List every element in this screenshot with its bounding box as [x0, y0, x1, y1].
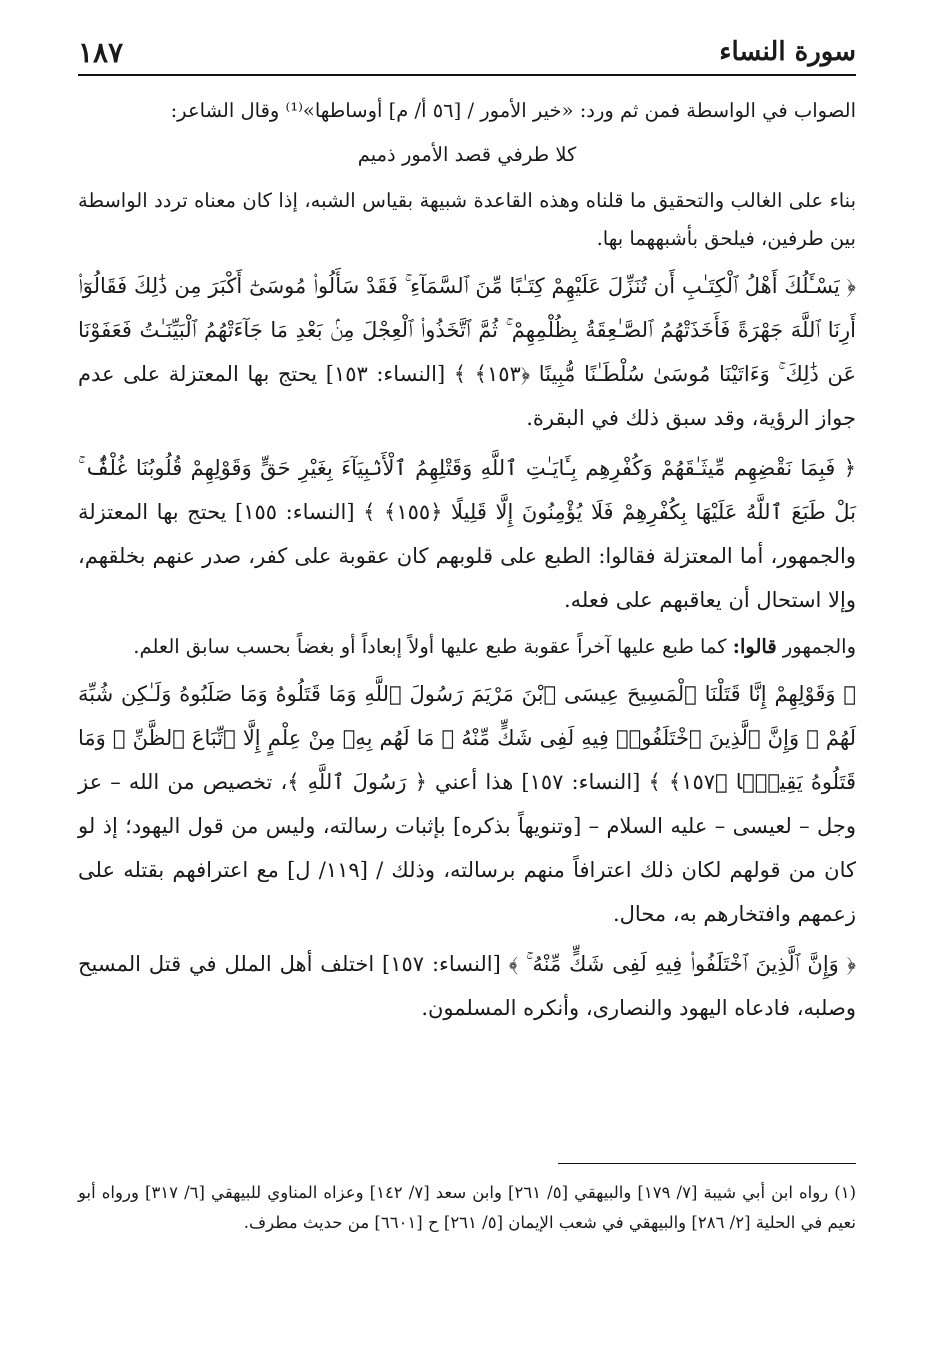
verse-paragraph-155: ﴿ فَبِمَا نَقْضِهِم مِّيثَـٰقَهُمْ وَكُفْرِهِم بِـَٔايَـٰتِ ٱللَّهِ وَقَتْلِهِمُ ٱلْأَنۢبِيَآءَ بِغَيْرِ حَقٍّ وَقَوْلِهِمْ قُلُوبُنَا غُلْفٌۢ ۚ بَلْ طَبَعَ ٱللَّهُ عَلَيْهَا بِكُفْرِهِمْ فَلَا يُؤْمِنُونَ إِلَّا قَلِيلًا ﴿١٥٥﴾ ﴾ [النساء: ١٥٥] يحتج بها المعتزلة والجمهور، أما المعتزلة فقالوا: الطبع على قلوبهم كان عقوبة على كفر، صدر عنهم بخلقهم، وإلا استحال أن يعاقبهم على فعله.: [78, 456, 856, 612]
page-number: ١٨٧: [78, 35, 124, 69]
verse-paragraph-153: ﴿ يَسْـَٔلُكَ أَهْلُ ٱلْكِتَـٰبِ أَن تُنَزِّلَ عَلَيْهِمْ كِتَـٰبًا مِّنَ ٱلسَّمَآءِ ۚ فَقَدْ سَأَلُوا۟ مُوسَىٰٓ أَكْبَرَ مِن ذَٰلِكَ فَقَالُوٓا۟ أَرِنَا ٱللَّهَ جَهْرَةً فَأَخَذَتْهُمُ ٱلصَّـٰعِقَةُ بِظُلْمِهِمْ ۚ ثُمَّ ٱتَّخَذُوا۟ ٱلْعِجْلَ مِنۢ بَعْدِ مَا جَآءَتْهُمُ ٱلْبَيِّنَـٰتُ فَعَفَوْنَا عَن ذَٰلِكَ ۚ وَءَاتَيْنَا مُوسَىٰ سُلْطَـٰنًا مُّبِينًا ﴿١٥٣﴾ ﴾ [النساء: ١٥٣] يحتج بها المعتزلة على عدم جواز الرؤية، وقد سبق ذلك في البقرة.: [78, 274, 857, 430]
main-text: [78, 92, 856, 1036]
paragraph-jumhur: والجمهور قالوا: كما طبع عليها آخراً عقوبة طبع عليها أولاً إبعاداً أو بغضاً بحسب سابق العلم.: [133, 635, 856, 658]
poetry-line: كلا طرفي قصد الأمور ذميم: [357, 143, 577, 166]
paragraph-2: بناء على الغالب والتحقيق ما قلناه وهذه القاعدة شبيهة بقياس الشبه، إذا كان معناه تردد الواسطة بين طرفين، فيلحق بأشبههما بها.: [78, 189, 856, 250]
bold-word: قالوا:: [732, 635, 777, 658]
page: [78, 0, 856, 1367]
paragraph-1: الصواب في الواسطة فمن ثم ورد: «خير الأمور / [٥٦ أ/ م] أوساطها»⁽¹⁾ وقال الشاعر:: [170, 99, 856, 122]
footnotes: [78, 1178, 856, 1238]
page-header: [78, 30, 856, 76]
verse-paragraph-157: ﴿ وَقَوْلِهِمْ إِنَّا قَتَلْنَا ٱلْمَسِيحَ عِيسَى ٱبْنَ مَرْيَمَ رَسُولَ ٱللَّهِ وَمَا قَتَلُوهُ وَمَا صَلَبُوهُ وَلَـٰكِن شُبِّهَ لَهُمْ ۚ وَإِنَّ ٱلَّذِينَ ٱخْتَلَفُوا۟ فِيهِ لَفِى شَكٍّ مِّنْهُ ۚ مَا لَهُم بِهِۦ مِنْ عِلْمٍ إِلَّا ٱتِّبَاعَ ٱلظَّنِّ ۚ وَمَا قَتَلُوهُ يَقِينًۢا ﴿١٥٧﴾ ﴾ [النساء: ١٥٧] هذا أعني ﴿ رَسُولَ ٱللَّهِ ﴾، تخصيص من الله – عز وجل – لعيسى – عليه السلام – [وتنويهاً بذكره] بإثبات رسالته، وليس من قول اليهود؛ إذ لو كان من قولهم لكان ذلك اعترافاً منهم برسالته، وذلك / [١١٩/ ل] مع اعترافهم بقتله على زعمهم وافتخارهم به، محال.: [78, 682, 857, 926]
surah-title: سورة النساء: [719, 37, 856, 67]
footnote-divider: [558, 1163, 856, 1164]
verse-paragraph-157-b: ﴿ وَإِنَّ ٱلَّذِينَ ٱخْتَلَفُوا۟ فِيهِ لَفِى شَكٍّ مِّنْهُ ۚ ﴾ [النساء: ١٥٧] اختلف أهل الملل في قتل المسيح وصلبه، فادعاه اليهود والنصارى، وأنكره المسلمون.: [78, 952, 856, 1020]
footnote-1: (١) رواه ابن أبي شيبة [٧/ ١٧٩] والبيهقي [٥/ ٢٦١] وابن سعد [٧/ ١٤٢] وعزاه المناوي للبيهقي [٦/ ٣١٧] ورواه أبو نعيم في الحلية [٢/ ٢٨٦] والبيهقي في شعب الإيمان [٥/ ٢٦١] ح [٦٦٠١] من حديث مطرف.: [78, 1183, 856, 1232]
